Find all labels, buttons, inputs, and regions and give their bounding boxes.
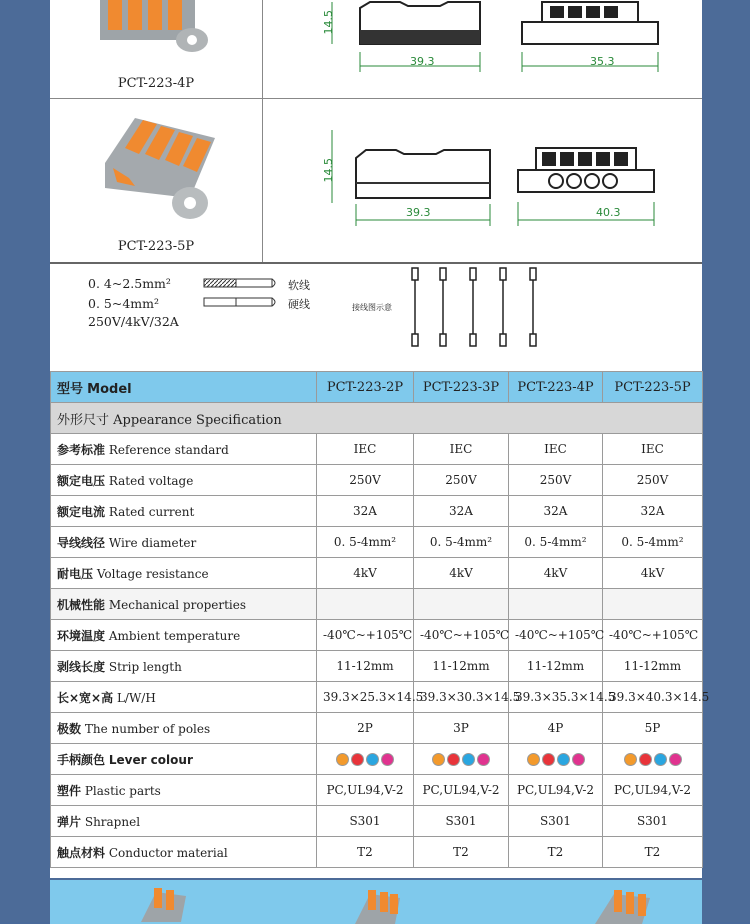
orange-dot xyxy=(336,753,349,766)
row-value: 32A xyxy=(509,496,603,527)
row-value: 4kV xyxy=(317,558,414,589)
table-row xyxy=(51,496,703,527)
connector-4p-image xyxy=(100,0,210,55)
product-image-cell xyxy=(50,98,263,262)
row-value: 39.3×25.3×14.5 xyxy=(317,682,414,713)
row-label: 剥线长度 Strip length xyxy=(51,651,317,682)
wire-icons xyxy=(202,276,282,312)
connector-preview-image xyxy=(136,882,196,922)
table-row xyxy=(51,775,703,806)
lever-colours-3p xyxy=(414,744,509,775)
row-value: 32A xyxy=(603,496,703,527)
row-value xyxy=(603,589,703,620)
model-col-2p: PCT-223-2P xyxy=(317,372,414,403)
row-value: 0. 5-4mm² xyxy=(317,527,414,558)
section-row xyxy=(51,403,703,434)
model-col-3p: PCT-223-3P xyxy=(414,372,509,403)
row-value xyxy=(317,589,414,620)
row-label: 参考标准 Reference standard xyxy=(51,434,317,465)
table-row-lever-colour xyxy=(51,744,703,775)
table-row xyxy=(51,620,703,651)
row-value: 32A xyxy=(317,496,414,527)
orange-dot xyxy=(432,753,445,766)
table-row xyxy=(51,806,703,837)
product-drawings xyxy=(50,0,702,264)
lever-colours-5p xyxy=(603,744,703,775)
width-dimension-b: 40.3 xyxy=(596,206,621,219)
blue-dot xyxy=(557,753,570,766)
row-label: 导线线径 Wire diameter xyxy=(51,527,317,558)
row-label: 手柄颜色 Lever colour xyxy=(51,744,317,775)
row-value: 5P xyxy=(603,713,703,744)
row-value: -40℃~+105℃ xyxy=(317,620,414,651)
wiring-diagram-label: 接线图示意 xyxy=(352,303,392,312)
row-value: IEC xyxy=(317,434,414,465)
wire-spec-hard: 0. 5~4mm² xyxy=(88,296,159,311)
row-value: 11-12mm xyxy=(317,651,414,682)
row-label: 环境温度 Ambient temperature xyxy=(51,620,317,651)
magenta-dot xyxy=(572,753,585,766)
row-value: 4kV xyxy=(509,558,603,589)
row-label: 机械性能 Mechanical properties xyxy=(51,589,317,620)
row-label: 额定电压 Rated voltage xyxy=(51,465,317,496)
row-value: 39.3×40.3×14.5 xyxy=(603,682,703,713)
product-image-cell xyxy=(50,0,263,98)
product-caption: PCT-223-4P xyxy=(117,76,195,91)
row-label: 长×宽×高 L/W/H xyxy=(51,682,317,713)
row-value: 4P xyxy=(509,713,603,744)
table-header-row xyxy=(51,372,703,403)
lever-colours-4p xyxy=(509,744,603,775)
row-value: 2P xyxy=(317,713,414,744)
page-border-left xyxy=(0,0,50,922)
orange-dot xyxy=(527,753,540,766)
electrical-rating: 250V/4kV/32A xyxy=(88,314,179,329)
magenta-dot xyxy=(381,753,394,766)
row-label: 额定电流 Rated current xyxy=(51,496,317,527)
row-value: S301 xyxy=(414,806,509,837)
red-dot xyxy=(447,753,460,766)
row-label: 触点材料 Conductor material xyxy=(51,837,317,868)
row-value: 0. 5-4mm² xyxy=(603,527,703,558)
table-row xyxy=(51,465,703,496)
row-value: 39.3×30.3×14.5 xyxy=(414,682,509,713)
side-view-drawing-5p xyxy=(320,128,490,228)
model-header: 型号 Model xyxy=(51,372,317,403)
connector-preview-image xyxy=(590,886,660,924)
width-dimension-b: 35.3 xyxy=(590,55,615,68)
connector-preview-image xyxy=(350,884,410,924)
row-value: IEC xyxy=(603,434,703,465)
row-value: PC,UL94,V-2 xyxy=(603,775,703,806)
side-view-drawing-4p xyxy=(320,0,480,75)
width-dimension-a: 39.3 xyxy=(406,206,431,219)
row-value: 0. 5-4mm² xyxy=(509,527,603,558)
row-value: IEC xyxy=(509,434,603,465)
magenta-dot xyxy=(477,753,490,766)
row-value: 39.3×35.3×14.5 xyxy=(509,682,603,713)
row-value: S301 xyxy=(317,806,414,837)
width-dimension-a: 39.3 xyxy=(410,55,435,68)
red-dot xyxy=(639,753,652,766)
row-value: 11-12mm xyxy=(509,651,603,682)
product-row-4p xyxy=(50,0,702,99)
orange-dot xyxy=(624,753,637,766)
row-value: S301 xyxy=(603,806,703,837)
row-value: IEC xyxy=(414,434,509,465)
lever-colours-2p xyxy=(317,744,414,775)
page-border-right xyxy=(702,0,750,922)
red-dot xyxy=(351,753,364,766)
table-row xyxy=(51,527,703,558)
row-label: 弹片 Shrapnel xyxy=(51,806,317,837)
table-row xyxy=(51,682,703,713)
row-value: 0. 5-4mm² xyxy=(414,527,509,558)
wire-legend xyxy=(50,262,702,370)
hard-wire-label: 硬线 xyxy=(288,298,310,311)
table-row xyxy=(51,558,703,589)
table-row xyxy=(51,713,703,744)
row-label: 耐电压 Voltage resistance xyxy=(51,558,317,589)
row-value: -40℃~+105℃ xyxy=(509,620,603,651)
row-value: T2 xyxy=(509,837,603,868)
row-value: 4kV xyxy=(414,558,509,589)
row-value: 11-12mm xyxy=(414,651,509,682)
row-value: S301 xyxy=(509,806,603,837)
row-value: T2 xyxy=(317,837,414,868)
connector-5p-image xyxy=(95,108,225,228)
row-value: T2 xyxy=(414,837,509,868)
table-row xyxy=(51,434,703,465)
table-row xyxy=(51,651,703,682)
blue-dot xyxy=(462,753,475,766)
row-value: 32A xyxy=(414,496,509,527)
table-row xyxy=(51,837,703,868)
row-value: T2 xyxy=(603,837,703,868)
blue-dot xyxy=(654,753,667,766)
row-value: 250V xyxy=(509,465,603,496)
height-dimension: 14.5 xyxy=(322,158,335,183)
row-value: 250V xyxy=(317,465,414,496)
model-col-4p: PCT-223-4P xyxy=(509,372,603,403)
row-value: PC,UL94,V-2 xyxy=(414,775,509,806)
spec-sheet xyxy=(50,0,710,922)
row-value: PC,UL94,V-2 xyxy=(509,775,603,806)
model-col-5p: PCT-223-5P xyxy=(603,372,703,403)
table-row xyxy=(51,589,703,620)
row-value: 3P xyxy=(414,713,509,744)
product-row-5p xyxy=(50,98,702,262)
front-view-drawing-5p xyxy=(516,146,656,228)
row-value: -40℃~+105℃ xyxy=(603,620,703,651)
wire-spec-soft: 0. 4~2.5mm² xyxy=(88,276,171,291)
row-value: 250V xyxy=(603,465,703,496)
wiring-diagram xyxy=(408,266,548,352)
product-caption: PCT-223-5P xyxy=(117,239,195,254)
row-value: PC,UL94,V-2 xyxy=(317,775,414,806)
row-value: -40℃~+105℃ xyxy=(414,620,509,651)
row-value: 11-12mm xyxy=(603,651,703,682)
magenta-dot xyxy=(669,753,682,766)
soft-wire-label: 软线 xyxy=(288,279,310,292)
row-label: 极数 The number of poles xyxy=(51,713,317,744)
row-value: 4kV xyxy=(603,558,703,589)
height-dimension: 14.5 xyxy=(322,10,335,35)
row-value: 250V xyxy=(414,465,509,496)
blue-dot xyxy=(366,753,379,766)
row-label: 塑件 Plastic parts xyxy=(51,775,317,806)
row-value xyxy=(509,589,603,620)
section-title: 外形尺寸 Appearance Specification xyxy=(51,403,703,434)
row-value xyxy=(414,589,509,620)
red-dot xyxy=(542,753,555,766)
bottom-product-banner xyxy=(50,878,702,924)
spec-table xyxy=(50,371,710,868)
